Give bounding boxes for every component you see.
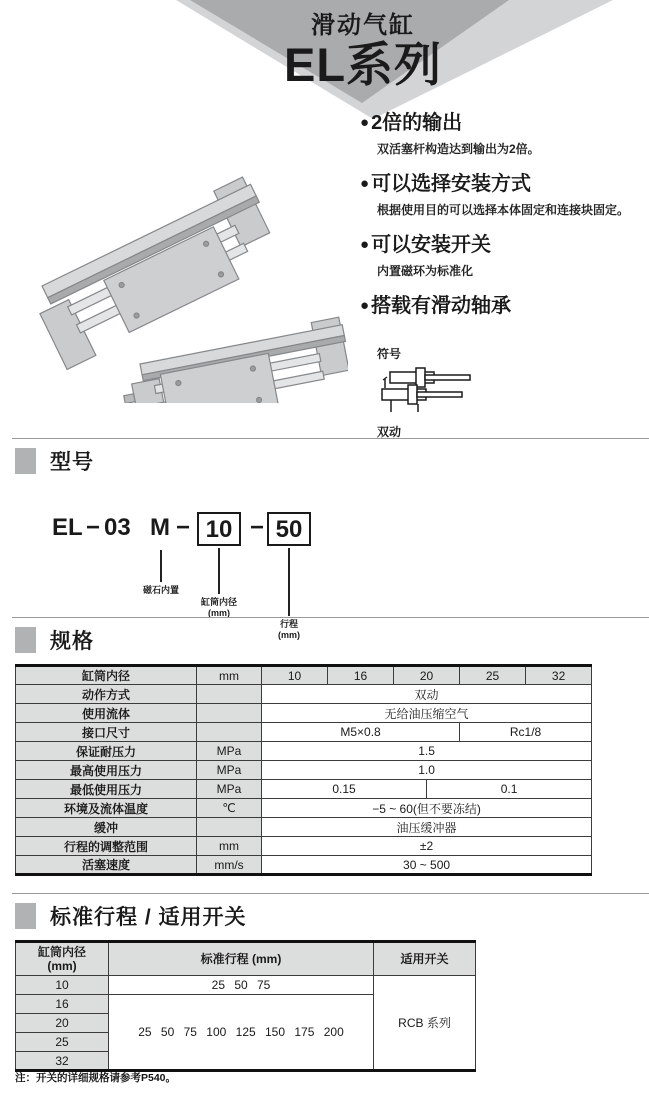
section-title: 规格 bbox=[50, 630, 94, 653]
bore-header: 20 bbox=[394, 666, 460, 685]
bullet-icon: ● bbox=[360, 175, 370, 192]
callout-unit: (mm) bbox=[208, 608, 230, 618]
model-code-dash: − bbox=[250, 514, 265, 541]
model-code-prefix: EL bbox=[52, 514, 83, 541]
model-code-size: 03 bbox=[104, 514, 131, 541]
bore-value: 32 bbox=[16, 1052, 109, 1071]
section-title: 标准行程 / 适用开关 bbox=[50, 906, 247, 929]
model-code-bore-box: 10 bbox=[197, 512, 241, 546]
switch-value: RCB 系列 bbox=[374, 976, 476, 1071]
spec-value: 1.0 bbox=[262, 761, 592, 780]
bore-value: 10 bbox=[16, 976, 109, 995]
spec-value: 30 ~ 500 bbox=[262, 856, 592, 875]
feature-title-text: 搭载有滑动轴承 bbox=[371, 295, 512, 317]
spec-row-label: 行程的调整范围 bbox=[16, 837, 197, 856]
spec-row-unit: mm bbox=[197, 666, 262, 685]
leader-line bbox=[218, 548, 220, 594]
col-header-bore bbox=[16, 942, 109, 976]
col-header-stroke: 标准行程 (mm) bbox=[109, 942, 374, 976]
spec-section bbox=[0, 617, 649, 876]
feature-title bbox=[360, 171, 649, 197]
spec-value: 0.1 bbox=[427, 780, 592, 799]
bore-header: 25 bbox=[460, 666, 526, 685]
stroke-section bbox=[0, 893, 649, 1093]
callout-label: 磁石内置 bbox=[142, 585, 179, 595]
feature-description: 根据使用目的可以选择本体固定和连接块固定。 bbox=[377, 203, 630, 217]
section-title: 型号 bbox=[50, 451, 94, 474]
spec-row-unit: MPa bbox=[197, 742, 262, 761]
spec-row bbox=[16, 780, 592, 799]
spec-row-label: 活塞速度 bbox=[16, 856, 197, 875]
product-image bbox=[28, 138, 348, 403]
col-header-switch: 适用开关 bbox=[374, 942, 476, 976]
model-code-dash: − bbox=[86, 514, 101, 541]
spec-row-label: 接口尺寸 bbox=[16, 723, 197, 742]
feature-list bbox=[360, 110, 649, 440]
spec-value: 1.5 bbox=[262, 742, 592, 761]
hero-title-block bbox=[163, 5, 563, 89]
spec-row-label: 缸筒内径 bbox=[16, 666, 197, 685]
feature-title-text: 2倍的输出 bbox=[371, 112, 463, 134]
bore-header: 10 bbox=[262, 666, 328, 685]
spec-value: 无给油压缩空气 bbox=[262, 704, 592, 723]
spec-row-label: 动作方式 bbox=[16, 685, 197, 704]
spec-row-unit: mm/s bbox=[197, 856, 262, 875]
feature-title-text: 可以选择安装方式 bbox=[371, 173, 532, 195]
pneumatic-symbol-icon bbox=[377, 366, 477, 416]
stroke-row bbox=[16, 976, 476, 995]
spec-header-row bbox=[16, 666, 592, 685]
callout-unit: (mm) bbox=[278, 630, 300, 640]
bullet-icon: ● bbox=[360, 236, 370, 253]
section-header bbox=[0, 618, 649, 655]
spec-value: Rc1/8 bbox=[460, 723, 592, 742]
feature-description: 内置磁环为标准化 bbox=[377, 264, 474, 278]
spec-row-unit: mm bbox=[197, 837, 262, 856]
col-header-text: 缸筒内径 bbox=[37, 945, 86, 959]
callout-bore bbox=[174, 597, 264, 619]
spec-row-label: 最高使用压力 bbox=[16, 761, 197, 780]
spec-row bbox=[16, 837, 592, 856]
model-code-diagram bbox=[0, 476, 649, 640]
model-code-magnet: M bbox=[150, 514, 170, 541]
stroke-header-row bbox=[16, 942, 476, 976]
spec-value: M5×0.8 bbox=[262, 723, 460, 742]
series-title: EL系列 bbox=[283, 38, 443, 91]
callout-magnet bbox=[116, 585, 206, 596]
spec-row bbox=[16, 723, 592, 742]
leader-line bbox=[288, 548, 290, 616]
spec-row-label: 环境及流体温度 bbox=[16, 799, 197, 818]
symbol-label: 符号 bbox=[377, 347, 402, 361]
feature-title bbox=[360, 110, 649, 136]
stroke-table bbox=[15, 940, 476, 1072]
pneumatic-symbol-block bbox=[377, 345, 649, 440]
spec-row-unit bbox=[197, 685, 262, 704]
spec-row-unit bbox=[197, 818, 262, 837]
bullet-icon: ● bbox=[360, 297, 370, 314]
spec-row bbox=[16, 742, 592, 761]
bore-header: 32 bbox=[526, 666, 592, 685]
feature-title bbox=[360, 232, 649, 258]
spec-row-unit bbox=[197, 723, 262, 742]
bore-value: 20 bbox=[16, 1014, 109, 1033]
spec-row-unit: ℃ bbox=[197, 799, 262, 818]
spec-row bbox=[16, 818, 592, 837]
feature-title-text: 可以安装开关 bbox=[371, 234, 492, 256]
stroke-values: 25 50 75 bbox=[109, 976, 374, 995]
leader-line bbox=[160, 550, 162, 582]
model-code-dash: − bbox=[176, 514, 191, 541]
model-code-stroke-box: 50 bbox=[267, 512, 311, 546]
symbol-caption: 双动 bbox=[377, 425, 402, 439]
spec-row-unit: MPa bbox=[197, 761, 262, 780]
spec-value: 油压缓冲器 bbox=[262, 818, 592, 837]
spec-row-unit bbox=[197, 704, 262, 723]
bore-value: 25 bbox=[16, 1033, 109, 1052]
spec-value: 双动 bbox=[262, 685, 592, 704]
callout-label: 缸筒内径 bbox=[200, 597, 237, 607]
col-header-unit: (mm) bbox=[47, 959, 77, 973]
spec-value: −5 ~ 60(但不要冻结) bbox=[262, 799, 592, 818]
spec-value: 0.15 bbox=[262, 780, 427, 799]
spec-row bbox=[16, 799, 592, 818]
callout-label: 行程 bbox=[279, 619, 298, 629]
spec-row bbox=[16, 685, 592, 704]
footnote: 注：开关的详细规格请参考P540。 bbox=[15, 1072, 177, 1084]
stroke-values: 25 50 75 100 125 150 175 200 bbox=[109, 995, 374, 1071]
section-marker-icon bbox=[15, 627, 36, 653]
bullet-icon: ● bbox=[360, 114, 370, 131]
section-header bbox=[0, 439, 649, 476]
feature-description: 双活塞杆构造达到输出为2倍。 bbox=[377, 142, 540, 156]
feature-title bbox=[360, 293, 649, 319]
bore-header: 16 bbox=[328, 666, 394, 685]
section-marker-icon bbox=[15, 903, 36, 929]
spec-row-unit: MPa bbox=[197, 780, 262, 799]
section-marker-icon bbox=[15, 448, 36, 474]
bore-value: 16 bbox=[16, 995, 109, 1014]
spec-row bbox=[16, 761, 592, 780]
product-category-title: 滑动气缸 bbox=[311, 12, 415, 39]
spec-row-label: 最低使用压力 bbox=[16, 780, 197, 799]
spec-row-label: 保证耐压力 bbox=[16, 742, 197, 761]
spec-table bbox=[15, 664, 592, 876]
spec-row bbox=[16, 856, 592, 875]
spec-row bbox=[16, 704, 592, 723]
spec-row-label: 使用流体 bbox=[16, 704, 197, 723]
section-header bbox=[0, 894, 649, 931]
model-section bbox=[0, 438, 649, 640]
spec-value: ±2 bbox=[262, 837, 592, 856]
spec-row-label: 缓冲 bbox=[16, 818, 197, 837]
